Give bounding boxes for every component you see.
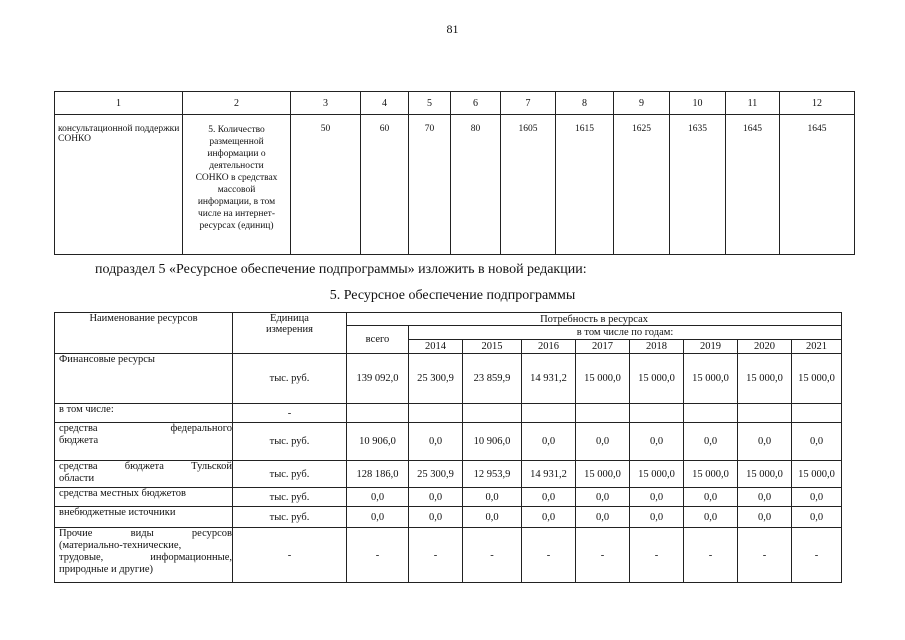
column-number: 10 [670, 92, 726, 115]
year-value: 0,0 [576, 488, 630, 507]
unit-cell: - [233, 528, 347, 583]
header-total: всего [347, 326, 409, 354]
year-value [684, 404, 738, 423]
year-header: 2017 [576, 340, 630, 354]
intro-paragraph: подраздел 5 «Ресурсное обеспечение подпрограммы» изложить в новой редакции: [95, 262, 587, 277]
year-value: 15 000,0 [684, 354, 738, 404]
total-cell: 139 092,0 [347, 354, 409, 404]
table-row [55, 354, 842, 404]
year-value: 0,0 [409, 488, 463, 507]
year-value: 15 000,0 [630, 461, 684, 488]
year-value: - [576, 528, 630, 583]
unit-cell: - [233, 404, 347, 423]
header-resource-name: Наименование ресурсов [55, 313, 233, 354]
year-value: 15 000,0 [738, 354, 792, 404]
year-value: 0,0 [522, 488, 576, 507]
page-number: 81 [446, 22, 459, 36]
resource-name: внебюджетные источники [55, 507, 233, 528]
year-value: 0,0 [792, 423, 842, 461]
year-header: 2016 [522, 340, 576, 354]
total-cell: 128 186,0 [347, 461, 409, 488]
column-number: 9 [614, 92, 670, 115]
value-cell: 1625 [614, 115, 670, 255]
year-value: 0,0 [463, 488, 522, 507]
unit-cell: тыс. руб. [233, 354, 347, 404]
year-header: 2020 [738, 340, 792, 354]
year-value: - [738, 528, 792, 583]
total-cell [347, 404, 409, 423]
year-value: - [409, 528, 463, 583]
year-value: 0,0 [630, 488, 684, 507]
year-value: 23 859,9 [463, 354, 522, 404]
resource-name: в том числе: [55, 404, 233, 423]
year-value: 15 000,0 [792, 461, 842, 488]
year-value: 0,0 [738, 507, 792, 528]
year-value: 0,0 [522, 507, 576, 528]
year-value: 0,0 [409, 507, 463, 528]
resource-name: Прочие виды ресурсов (материально-технические, трудовые, информационные, природные и другие) [55, 528, 233, 583]
year-value: - [463, 528, 522, 583]
year-header: 2014 [409, 340, 463, 354]
year-value: 15 000,0 [576, 461, 630, 488]
year-value: 14 931,2 [522, 461, 576, 488]
year-value: 0,0 [630, 507, 684, 528]
unit-cell: тыс. руб. [233, 507, 347, 528]
column-number: 2 [183, 92, 291, 115]
header-unit: Единица измерения [233, 313, 347, 354]
year-value: 0,0 [738, 488, 792, 507]
year-value: - [522, 528, 576, 583]
column-number: 3 [291, 92, 361, 115]
value-cell: 1615 [556, 115, 614, 255]
resource-name: Финансовые ресурсы [55, 354, 233, 404]
column-number: 8 [556, 92, 614, 115]
unit-cell: тыс. руб. [233, 488, 347, 507]
total-cell: - [347, 528, 409, 583]
year-header: 2015 [463, 340, 522, 354]
year-value: - [792, 528, 842, 583]
value-cell: 1605 [501, 115, 556, 255]
year-value [630, 404, 684, 423]
year-value [738, 404, 792, 423]
year-value: 15 000,0 [738, 461, 792, 488]
value-cell: 80 [451, 115, 501, 255]
year-value: 0,0 [522, 423, 576, 461]
year-value: 0,0 [630, 423, 684, 461]
year-value: 15 000,0 [792, 354, 842, 404]
year-value: 12 953,9 [463, 461, 522, 488]
column-number: 1 [55, 92, 183, 115]
year-value [792, 404, 842, 423]
year-value: 0,0 [463, 507, 522, 528]
resources-table [54, 312, 842, 583]
year-value: 15 000,0 [576, 354, 630, 404]
year-value: 0,0 [576, 507, 630, 528]
year-value: 25 300,9 [409, 461, 463, 488]
column-number-row [55, 92, 855, 115]
year-value: - [630, 528, 684, 583]
value-cell: 1635 [670, 115, 726, 255]
table-row [55, 404, 842, 423]
column-number: 5 [409, 92, 451, 115]
column-number: 12 [780, 92, 855, 115]
year-value: 0,0 [738, 423, 792, 461]
year-header: 2021 [792, 340, 842, 354]
year-value [522, 404, 576, 423]
value-cell: 60 [361, 115, 409, 255]
resource-name: средства федерального бюджета [55, 423, 233, 461]
column-number: 4 [361, 92, 409, 115]
year-value: 14 931,2 [522, 354, 576, 404]
column-number: 7 [501, 92, 556, 115]
year-value: 0,0 [684, 423, 738, 461]
table-row [55, 507, 842, 528]
section-title: 5. Ресурсное обеспечение подпрограммы [329, 288, 576, 303]
year-value [409, 404, 463, 423]
table-row [55, 115, 855, 255]
column-number: 11 [726, 92, 780, 115]
value-cell: 1645 [780, 115, 855, 255]
year-value: 15 000,0 [684, 461, 738, 488]
year-value: - [684, 528, 738, 583]
program-name-cell: консультационной поддержки СОНКО [55, 115, 183, 255]
year-header: 2019 [684, 340, 738, 354]
unit-cell: тыс. руб. [233, 461, 347, 488]
value-cell: 50 [291, 115, 361, 255]
table-row [55, 461, 842, 488]
indicators-table [54, 91, 855, 255]
total-cell: 0,0 [347, 488, 409, 507]
year-value: 0,0 [792, 488, 842, 507]
resource-name: средства местных бюджетов [55, 488, 233, 507]
total-cell: 0,0 [347, 507, 409, 528]
year-value: 10 906,0 [463, 423, 522, 461]
value-cell: 70 [409, 115, 451, 255]
table-row [55, 488, 842, 507]
year-value: 0,0 [792, 507, 842, 528]
total-cell: 10 906,0 [347, 423, 409, 461]
year-value [576, 404, 630, 423]
header-need: Потребность в ресурсах [347, 313, 842, 326]
table-row [55, 423, 842, 461]
year-value: 0,0 [684, 507, 738, 528]
year-value: 25 300,9 [409, 354, 463, 404]
header-by-years: в том числе по годам: [409, 326, 842, 340]
unit-cell: тыс. руб. [233, 423, 347, 461]
year-value [463, 404, 522, 423]
year-value: 0,0 [409, 423, 463, 461]
year-value: 15 000,0 [630, 354, 684, 404]
year-value: 0,0 [684, 488, 738, 507]
indicator-name-cell: 5. Количество размещенной информации о деятельности СОНКО в средствах массовой информации, в том числе на интернет- ресурсах (единиц) [183, 115, 291, 255]
header-row [55, 313, 842, 326]
value-cell: 1645 [726, 115, 780, 255]
year-header: 2018 [630, 340, 684, 354]
year-value: 0,0 [576, 423, 630, 461]
column-number: 6 [451, 92, 501, 115]
table-row [55, 528, 842, 583]
resource-name: средства бюджета Тульской области [55, 461, 233, 488]
